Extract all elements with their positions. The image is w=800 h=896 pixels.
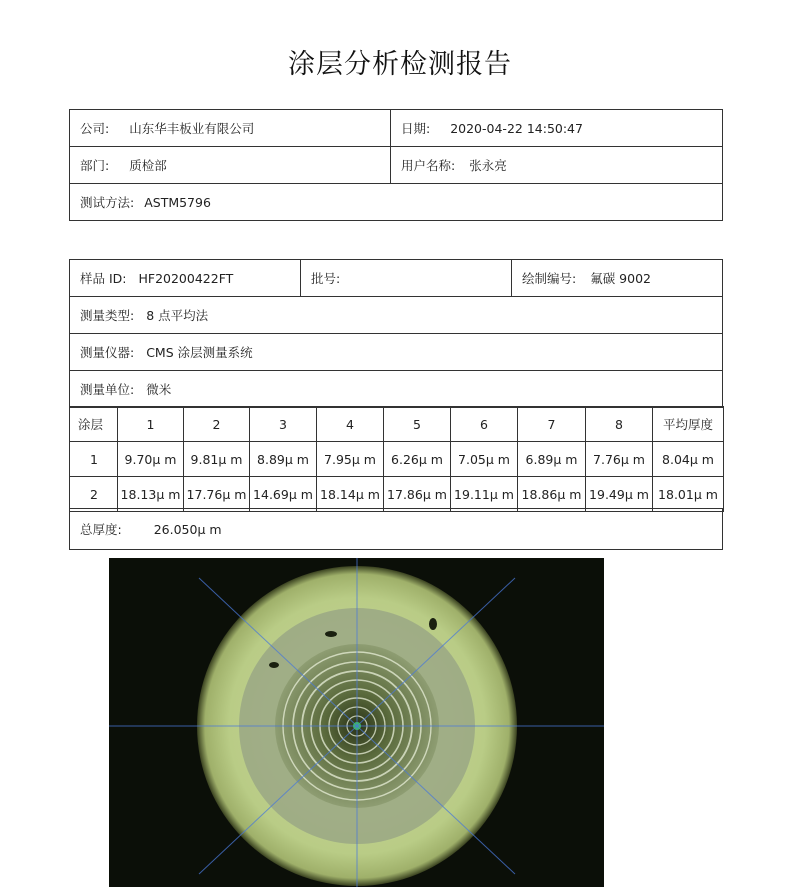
col-header: 2 bbox=[184, 407, 250, 442]
sample-info-table bbox=[69, 259, 723, 408]
table-row bbox=[70, 334, 723, 371]
table-row bbox=[70, 184, 723, 221]
table-cell: 2 bbox=[70, 477, 118, 512]
batch-cell bbox=[301, 260, 512, 297]
table-cell: 8.89μ m bbox=[250, 442, 317, 477]
sample-id-label: 样品 ID: bbox=[80, 271, 127, 286]
sample-id-cell bbox=[70, 260, 301, 297]
total-label: 总厚度: bbox=[80, 522, 122, 537]
table-cell: 19.11μ m bbox=[451, 477, 518, 512]
table-cell: 19.49μ m bbox=[586, 477, 653, 512]
col-header: 1 bbox=[118, 407, 184, 442]
thickness-table bbox=[69, 406, 724, 512]
table-row bbox=[70, 509, 723, 550]
batch-label: 批号: bbox=[311, 271, 341, 286]
table-cell: 7.95μ m bbox=[317, 442, 384, 477]
table-row bbox=[70, 260, 723, 297]
company-label: 公司: bbox=[80, 121, 110, 136]
table-row bbox=[70, 297, 723, 334]
table-cell: 7.05μ m bbox=[451, 442, 518, 477]
username-label: 用户名称: bbox=[401, 158, 456, 173]
instrument-label: 测量仪器: bbox=[80, 345, 135, 360]
unit-value: 微米 bbox=[146, 382, 172, 397]
table-row bbox=[70, 442, 724, 477]
table-row bbox=[70, 147, 723, 184]
table-cell: 8.04μ m bbox=[653, 442, 724, 477]
table-cell: 18.13μ m bbox=[118, 477, 184, 512]
table-cell: 1 bbox=[70, 442, 118, 477]
total-value: 26.050μ m bbox=[153, 522, 222, 537]
table-cell: 6.26μ m bbox=[384, 442, 451, 477]
total-cell bbox=[70, 509, 723, 550]
col-header: 7 bbox=[518, 407, 586, 442]
col-header: 平均厚度 bbox=[653, 407, 724, 442]
header-info-table bbox=[69, 109, 723, 221]
table-cell: 6.89μ m bbox=[518, 442, 586, 477]
table-row bbox=[70, 477, 724, 512]
department-cell bbox=[70, 147, 391, 184]
col-header: 3 bbox=[250, 407, 317, 442]
table-cell: 7.76μ m bbox=[586, 442, 653, 477]
department-label: 部门: bbox=[80, 158, 110, 173]
company-value: 山东华丰板业有限公司 bbox=[129, 121, 255, 136]
drawing-no-value: 氟碳 9002 bbox=[590, 271, 651, 286]
table-cell: 18.86μ m bbox=[518, 477, 586, 512]
microscope-crater-image bbox=[109, 558, 604, 887]
table-cell: 18.01μ m bbox=[653, 477, 724, 512]
col-header: 4 bbox=[317, 407, 384, 442]
col-header: 6 bbox=[451, 407, 518, 442]
table-row bbox=[70, 110, 723, 147]
date-value: 2020-04-22 14:50:47 bbox=[450, 121, 583, 136]
username-value: 张永亮 bbox=[469, 158, 507, 173]
company-cell bbox=[70, 110, 391, 147]
instrument-cell bbox=[70, 334, 723, 371]
report-title: 涂层分析检测报告 bbox=[288, 49, 512, 80]
col-header: 5 bbox=[384, 407, 451, 442]
date-cell bbox=[391, 110, 723, 147]
table-row bbox=[70, 371, 723, 408]
unit-label: 测量单位: bbox=[80, 382, 135, 397]
test-method-label: 测试方法: bbox=[80, 195, 135, 210]
test-method-value: ASTM5796 bbox=[144, 195, 211, 210]
table-cell: 9.81μ m bbox=[184, 442, 250, 477]
measure-type-cell bbox=[70, 297, 723, 334]
instrument-value: CMS 涂层测量系统 bbox=[146, 345, 253, 360]
table-cell: 9.70μ m bbox=[118, 442, 184, 477]
table-cell: 18.14μ m bbox=[317, 477, 384, 512]
username-cell bbox=[391, 147, 723, 184]
microscope-crater-icon bbox=[109, 558, 604, 887]
test-method-cell bbox=[70, 184, 723, 221]
date-label: 日期: bbox=[401, 121, 431, 136]
measure-type-label: 测量类型: bbox=[80, 308, 135, 323]
col-header: 涂层 bbox=[70, 407, 118, 442]
table-header-row bbox=[70, 407, 724, 442]
department-value: 质检部 bbox=[129, 158, 167, 173]
unit-cell bbox=[70, 371, 723, 408]
total-table bbox=[69, 508, 723, 550]
measure-type-value: 8 点平均法 bbox=[146, 308, 209, 323]
col-header: 8 bbox=[586, 407, 653, 442]
table-cell: 14.69μ m bbox=[250, 477, 317, 512]
drawing-no-label: 绘制编号: bbox=[522, 271, 577, 286]
table-cell: 17.86μ m bbox=[384, 477, 451, 512]
drawing-no-cell bbox=[512, 260, 723, 297]
table-cell: 17.76μ m bbox=[184, 477, 250, 512]
sample-id-value: HF20200422FT bbox=[138, 271, 234, 286]
